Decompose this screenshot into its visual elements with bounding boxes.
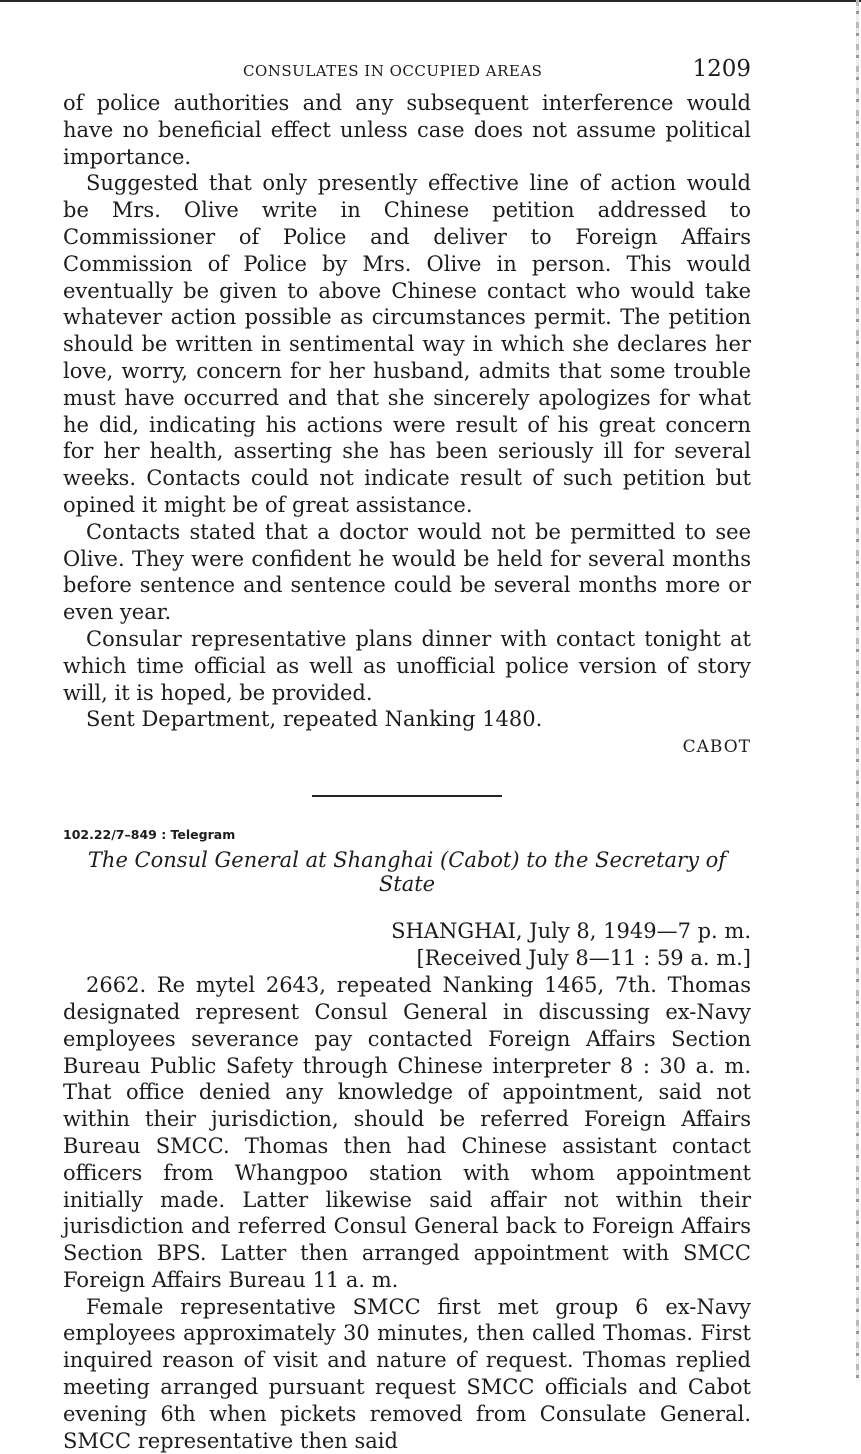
paragraph: Suggested that only presently effective line of action would be Mrs. Olive write in Chinese petition addressed to Commissioner of Police and deliver to Foreign Affairs Commission of Police by Mrs. Olive in person. This would eventually be given to above Chinese contact who would take whatever action possible as circumstances permit. The petition should be written in sentimental way in which she declares her love, worry, concern for her husband, admits that some trouble must have occurred and that she sincerely apologizes for what he did, indicating his actions were result of his great concern for her health, asserting she has been seriously ill for several weeks. Contacts could not indicate result of such petition but opined it might be of great assistance. [63,171,751,517]
paragraph: Female representative SMCC first met group 6 ex-Navy employees approximately 30 minutes, then called Thomas. First inquired reason of visit and nature of request. Thomas replied meeting arranged pursuant request SMCC officials and Cabot evening 6th when pickets removed from Consulate General. SMCC representative then said [63,1294,751,1453]
dateline: SHANGHAI, July 8, 1949—7 p. m. [391,919,751,944]
telegram-continuation [63,90,751,757]
scan-edge-top [0,0,861,2]
paragraph: Sent Department, repeated Nanking 1480. [86,707,543,732]
scan-edge-right [856,0,859,1380]
section-divider [312,795,502,797]
paragraph: 2662. Re mytel 2643, repeated Nanking 1465, 7th. Thomas designated represent Consul General in discussing ex-Navy employees severance pay contacted Foreign Affairs Section Bureau Public Safety through Chinese interpreter 8 : 30 a. m. That office denied any knowledge of appointment, said not within their jurisdiction, should be referred Foreign Affairs Bureau SMCC. Thomas then had Chinese assistant contact officers from Whangpoo station with whom appointment initially made. Latter likewise said affair not within their jurisdiction and referred Consul General back to Foreign Affairs Section BPS. Latter then arranged appointment with SMCC Foreign Affairs Bureau 11 a. m. [63,973,751,1292]
page-number: 1209 [692,56,751,82]
document-heading: The Consul General at Shanghai (Cabot) to the Secretary of State [87,848,727,897]
running-title: CONSULATES IN OCCUPIED AREAS [243,62,543,80]
paragraph: of police authorities and any subsequent interference would have no beneficial effect unless case does not assume political importance. [63,91,751,169]
running-header [63,56,751,90]
document-page [63,56,751,1454]
paragraph: Consular representative plans dinner with contact tonight at which time official as well as unofficial police version of story will, it is hoped, be provided. [63,626,751,705]
signature: CABOT [682,737,751,758]
dateline-block [63,918,751,972]
paragraph: Contacts stated that a doctor would not be permitted to see Olive. They were confident he would be held for several months before sentence and sentence could be several months more or even year. [63,519,751,625]
received-line: [Received July 8—11 : 59 a. m.] [416,946,751,971]
file-reference: 102.22/7–849 : Telegram [63,827,236,843]
telegram-document [63,827,751,1454]
